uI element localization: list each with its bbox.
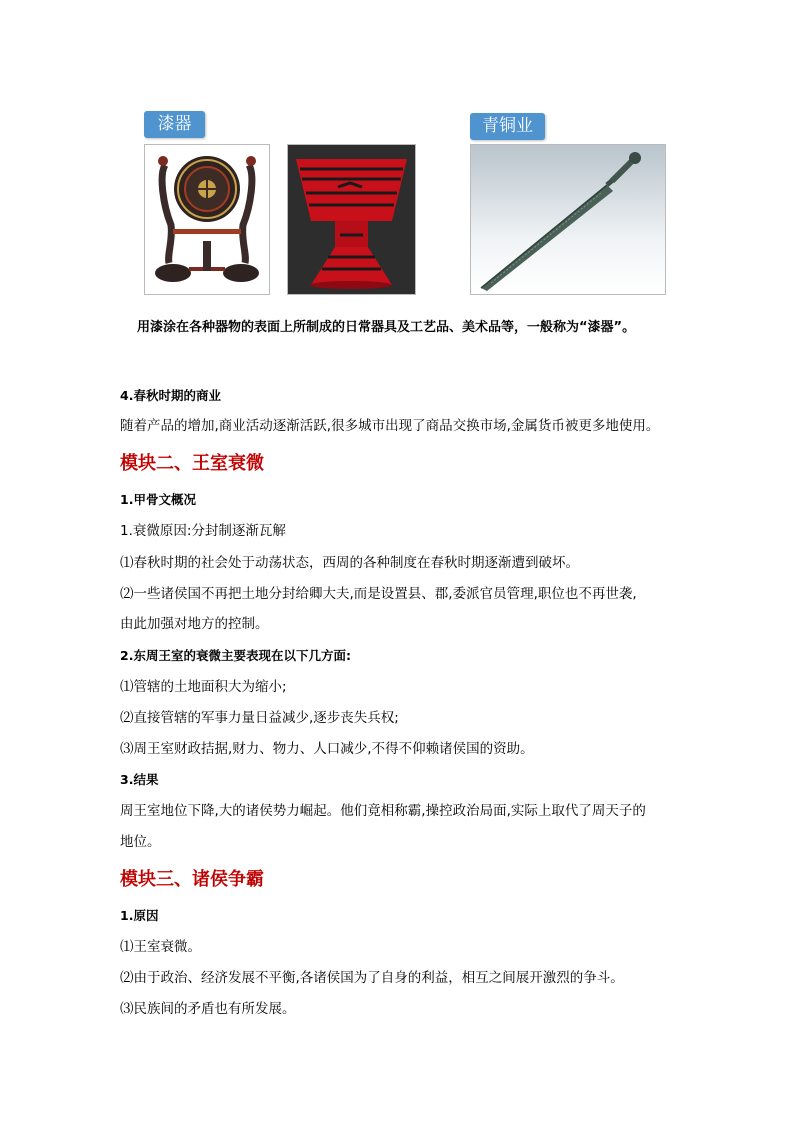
module3-subtitle-1: 1.原因 (120, 908, 159, 923)
module2-result-2: 地位。 (120, 834, 161, 850)
lacquer-tag: 漆器 (144, 111, 205, 138)
bronze-tag: 青铜业 (470, 113, 545, 140)
module2-line-1: 1.衰微原因:分封制逐渐瓦解 (120, 523, 286, 539)
module2-result-1: 周王室地位下降,大的诸侯势力崛起。他们竟相称霸,操控政治局面,实际上取代了周天子的 (120, 803, 646, 819)
section-title-commerce: 4.春秋时期的商业 (120, 388, 221, 403)
module2-line-2: ⑴春秋时期的社会处于动荡状态，西周的各种制度在春秋时期逐渐遭到破坏。 (120, 555, 579, 571)
module3-cause-2: ⑵由于政治、经济发展不平衡,各诸侯国为了自身的利益，相互之间展开激烈的争斗。 (120, 970, 624, 986)
lacquer-cup-image (287, 144, 416, 295)
module2-point-2: ⑵直接管辖的军事力量日益减少,逐步丧失兵权; (120, 710, 399, 726)
module3-heading: 模块三、诸侯争霸 (120, 869, 264, 890)
lacquer-drum-stand-image (144, 144, 270, 295)
module2-line-3a: ⑵一些诸侯国不再把土地分封给卿大夫,而是设置县、郡,委派官员管理,职位也不再世袭, (120, 586, 637, 602)
image-caption: 用漆涂在各种器物的表面上所制成的日常器具及工艺品、美术品等，一般称为“漆器”。 (137, 320, 636, 335)
module2-subtitle-3: 3.结果 (120, 772, 159, 787)
module2-point-1: ⑴管辖的土地面积大为缩小; (120, 679, 287, 695)
module3-cause-1: ⑴王室衰微。 (120, 939, 201, 955)
module2-subtitle-1: 1.甲骨文概况 (120, 492, 196, 507)
module3-cause-3: ⑶民族间的矛盾也有所发展。 (120, 1001, 296, 1017)
bronze-sword-image (470, 144, 666, 295)
module2-line-3b: 由此加强对地方的控制。 (120, 616, 269, 632)
module2-subtitle-2: 2.东周王室的衰微主要表现在以下几方面: (120, 648, 351, 663)
module2-heading: 模块二、王室衰微 (120, 453, 264, 474)
module2-point-3: ⑶周王室财政拮据,财力、物力、人口减少,不得不仰赖诸侯国的资助。 (120, 741, 534, 757)
paragraph-commerce: 随着产品的增加,商业活动逐渐活跃,很多城市出现了商品交换市场,金属货币被更多地使用。 (120, 418, 660, 434)
